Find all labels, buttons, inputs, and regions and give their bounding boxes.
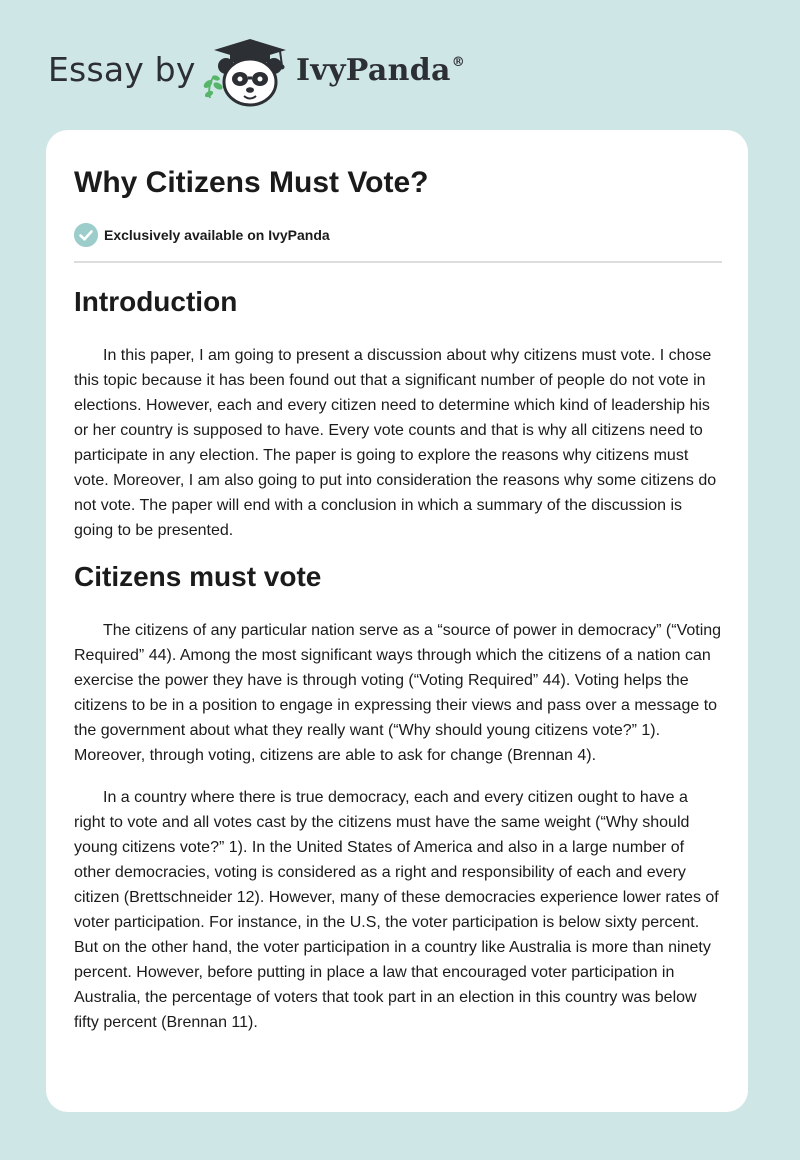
header-divider: [74, 261, 722, 263]
section-introduction: [74, 280, 722, 543]
section-citizens-must-vote: [74, 555, 722, 1035]
paragraph: In this paper, I am going to present a discussion about why citizens must vote. I chose this topic because it has been found out that a significant number of people do not vote in elections. However, each and every citizen need to determine which kind of leadership his or her country is supposed to have. Every vote counts and that is why all citizens need to participate in any election. The paper is going to explore the reasons why citizens must vote. Moreover, I am also going to put into consideration the reasons why some citizens do not vote. The paper will end with a conclusion in which a summary of the discussion is going to be presented.: [74, 347, 717, 539]
exclusive-label: Exclusively available on IvyPanda: [104, 227, 330, 243]
brand-prefix: Essay by: [48, 50, 196, 89]
section-heading: Introduction: [74, 286, 238, 317]
brand-name: IvyPanda®: [296, 53, 466, 88]
paragraph: In a country where there is true democracy, each and every citizen ought to have a right to vote and all votes cast by the citizens must have the same weight (“Why should young citizens vote?” 1). In the United States of America and also in a large number of other democracies, voting is considered as a right and responsibility of each and every citizen (Brettschneider 12). However, many of these democracies experience lower rates of voter participation. For instance, in the U.S, the voter participation is below sixty percent. But on the other hand, the voter participation in a country like Australia is more than ninety percent. However, before putting in place a law that encouraged voter participation in Australia, the percentage of voters that took part in an election in this country was below fifty percent (Brennan 11).: [74, 789, 719, 1031]
page-title: Why Citizens Must Vote?: [74, 166, 429, 199]
registered-mark: ®: [451, 55, 466, 70]
paragraph: The citizens of any particular nation serve as a “source of power in democracy” (“Voting Required” 44). Among the most significant ways through which the citizens of a nation can exercise the power they have is through voting (“Voting Required” 44). Voting helps the citizens to be in a position to engage in expressing their views and pass over a message to the government about what they really want (“Why should young citizens vote?” 1). Moreover, through voting, citizens are able to ask for change (Brennan 4).: [74, 622, 722, 764]
document-body: [74, 280, 722, 1035]
panda-logo-icon: [200, 36, 292, 110]
document-card: [46, 130, 748, 1112]
exclusive-badge: [74, 222, 330, 248]
check-badge-icon: [74, 223, 98, 247]
site-header: [0, 0, 800, 130]
section-heading: Citizens must vote: [74, 561, 322, 592]
